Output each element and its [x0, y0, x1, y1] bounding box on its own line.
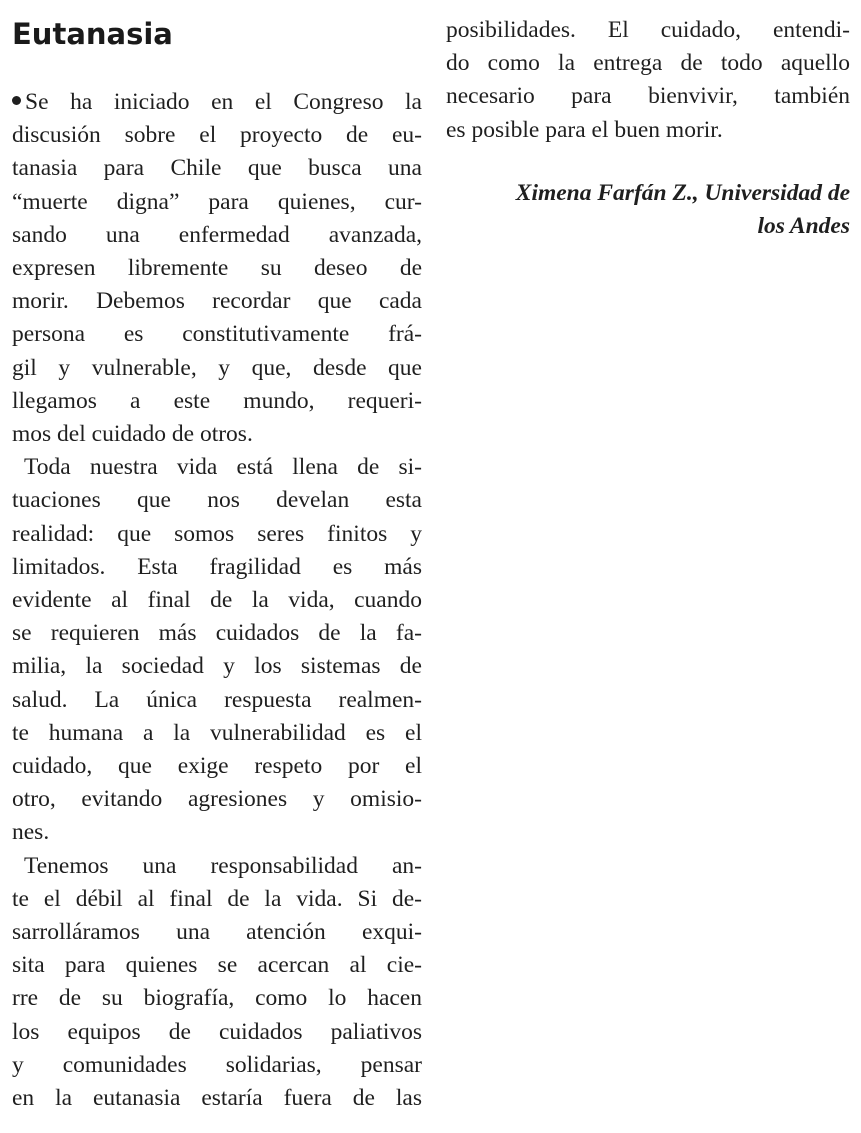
body-line: tanasia para Chile que busca una — [12, 155, 422, 182]
body-line: y comunidades solidarias, pensar — [12, 1051, 422, 1078]
body-line: salud. La única respuesta realmen- — [12, 686, 422, 713]
body-line: discusión sobre el proyecto de eu- — [12, 122, 422, 149]
body-line: rre de su biografía, como lo hacen — [12, 985, 422, 1012]
body-line: tuaciones que nos develan esta — [12, 487, 422, 514]
body-line: do como la entrega de todo aquello — [446, 50, 850, 77]
body-line: llegamos a este mundo, requeri- — [12, 387, 422, 414]
body-line: “muerte digna” para quienes, cur- — [12, 188, 422, 215]
body-line: realidad: que somos seres finitos y — [12, 520, 422, 547]
article-headline: Eutanasia — [12, 17, 173, 51]
signature-line: Ximena Farfán Z., Universidad de — [515, 179, 850, 206]
bullet-icon — [12, 96, 21, 105]
body-line: en la eutanasia estaría fuera de las — [12, 1085, 422, 1112]
body-line: milia, la sociedad y los sistemas de — [12, 653, 422, 680]
body-line: evidente al final de la vida, cuando — [12, 587, 422, 614]
left-column — [12, 14, 422, 1115]
body-line: Toda nuestra vida está llena de si- — [24, 454, 422, 481]
body-line: es posible para el buen morir. — [446, 116, 723, 143]
author-signature — [446, 177, 850, 243]
body-line: otro, evitando agresiones y omisio- — [12, 786, 422, 813]
body-line: mos del cuidado de otros. — [12, 421, 253, 448]
body-line: cuidado, que exige respeto por el — [12, 753, 422, 780]
body-line: necesario para bienvivir, también — [446, 83, 850, 110]
body-line: Tenemos una responsabilidad an- — [24, 852, 422, 879]
article-body-right — [446, 14, 850, 147]
body-line: te el débil al final de la vida. Si de- — [12, 885, 422, 912]
body-line: posibilidades. El cuidado, entendi- — [446, 17, 850, 43]
right-column — [446, 14, 850, 243]
signature-line: los Andes — [757, 213, 850, 240]
body-line: sita para quienes se acercan al cie- — [12, 952, 422, 979]
body-line: los equipos de cuidados paliativos — [12, 1018, 422, 1045]
body-line: se requieren más cuidados de la fa- — [12, 620, 422, 647]
body-line: expresen libremente su deseo de — [12, 255, 422, 282]
body-line: Se ha iniciado en el Congreso la — [12, 86, 422, 119]
body-line: gil y vulnerable, y que, desde que — [12, 354, 422, 381]
article-body-left — [12, 86, 422, 1115]
body-line: limitados. Esta fragilidad es más — [12, 553, 422, 580]
body-line: persona es constitutivamente frá- — [12, 321, 422, 348]
body-line: sarrolláramos una atención exqui- — [12, 919, 422, 946]
body-line: sando una enfermedad avanzada, — [12, 221, 422, 248]
body-line: nes. — [12, 819, 50, 846]
body-line: te humana a la vulnerabilidad es el — [12, 719, 422, 746]
body-line: morir. Debemos recordar que cada — [12, 288, 422, 315]
